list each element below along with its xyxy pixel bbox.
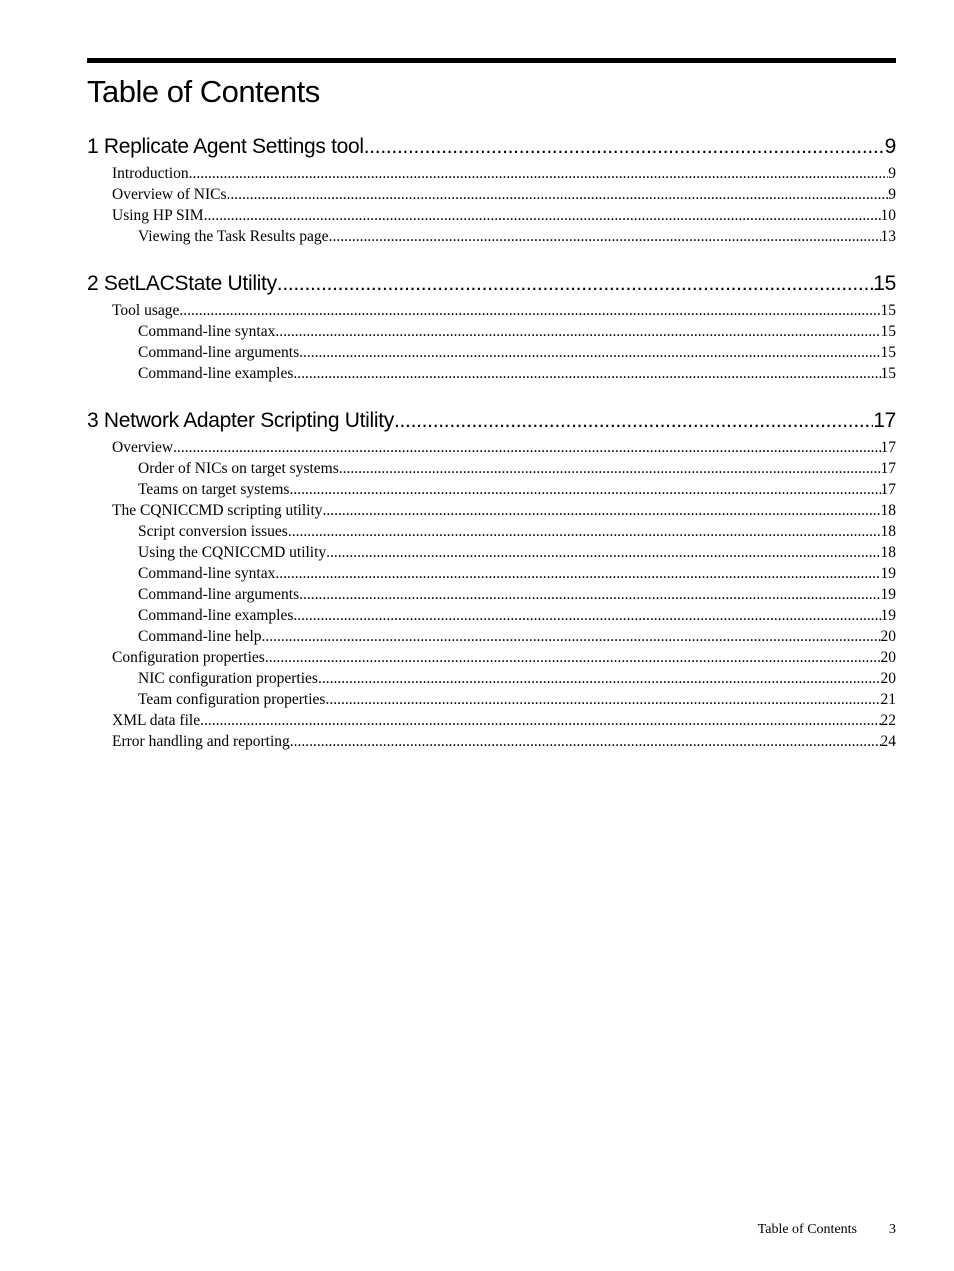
toc-subsection-entry[interactable] xyxy=(87,321,896,342)
toc-subsection-entry[interactable] xyxy=(87,605,896,626)
toc-entry-page: 18 xyxy=(880,523,896,540)
toc-entry-label: Command-line syntax xyxy=(138,565,276,582)
toc-entry-page: 18 xyxy=(880,502,896,519)
dot-leader xyxy=(204,205,881,226)
toc-entry-page: 17 xyxy=(880,439,896,456)
toc-subsection-entry[interactable] xyxy=(87,342,896,363)
dot-leader xyxy=(318,668,881,689)
toc-subsection-entry[interactable] xyxy=(87,542,896,563)
toc-subsection-entry[interactable] xyxy=(87,458,896,479)
toc-entry-page: 13 xyxy=(880,228,896,245)
toc-entry-label: Overview of NICs xyxy=(112,186,227,203)
toc-entry-label: Command-line examples xyxy=(138,607,294,624)
dot-leader xyxy=(323,500,881,521)
toc-entry-page: 22 xyxy=(880,712,896,729)
dot-leader xyxy=(326,542,880,563)
dot-leader xyxy=(262,626,881,647)
toc-entry-label: XML data file xyxy=(112,712,201,729)
toc-entry-page: 19 xyxy=(880,565,896,582)
toc-entry-page: 19 xyxy=(880,586,896,603)
toc-entry-label: NIC configuration properties xyxy=(138,670,318,687)
toc-entry-label: Configuration properties xyxy=(112,649,265,666)
dot-leader xyxy=(265,647,881,668)
toc-section-entry[interactable] xyxy=(87,163,896,184)
toc-entry-label: Tool usage xyxy=(112,302,180,319)
toc-entry-page: 9 xyxy=(888,165,896,182)
dot-leader xyxy=(339,458,881,479)
toc-entry-page: 17 xyxy=(880,481,896,498)
toc-section-entry[interactable] xyxy=(87,184,896,205)
toc-entry-page: 18 xyxy=(880,544,896,561)
toc-entry-label: Teams on target systems xyxy=(138,481,290,498)
toc-chapter xyxy=(87,130,896,247)
toc-entry-page: 21 xyxy=(880,691,896,708)
toc-section-entry[interactable] xyxy=(87,731,896,752)
toc-entry-label: Introduction xyxy=(112,165,189,182)
toc-entry-label: Command-line arguments xyxy=(138,586,300,603)
toc-subsection-entry[interactable] xyxy=(87,626,896,647)
toc-chapter xyxy=(87,404,896,752)
dot-leader xyxy=(299,584,880,605)
toc-entry-page: 9 xyxy=(888,186,896,203)
toc-subsection-entry[interactable] xyxy=(87,363,896,384)
toc-entry-label: The CQNICCMD scripting utility xyxy=(112,502,323,519)
footer-section-title: Table of Contents xyxy=(757,1222,857,1237)
toc-entry-label: Overview xyxy=(112,439,174,456)
dot-leader xyxy=(364,130,885,163)
dot-leader xyxy=(277,267,873,300)
dot-leader xyxy=(200,710,880,731)
toc-entry-page: 20 xyxy=(880,670,896,687)
dot-leader xyxy=(299,342,880,363)
top-rule xyxy=(87,58,896,63)
toc-section-entry[interactable] xyxy=(87,500,896,521)
toc-section-entry[interactable] xyxy=(87,205,896,226)
dot-leader xyxy=(288,521,881,542)
page-footer xyxy=(758,1222,896,1238)
dot-leader xyxy=(289,479,880,500)
toc-entry-page: 17 xyxy=(880,460,896,477)
toc-entry-label: Order of NICs on target systems xyxy=(138,460,339,477)
toc-entry-page: 15 xyxy=(873,272,896,295)
toc-entry-page: 20 xyxy=(880,649,896,666)
toc-subsection-entry[interactable] xyxy=(87,521,896,542)
dot-leader xyxy=(189,163,889,184)
dot-leader xyxy=(275,563,880,584)
dot-leader xyxy=(179,300,880,321)
toc-entry-label: Command-line syntax xyxy=(138,323,276,340)
toc-entry-page: 9 xyxy=(884,135,896,158)
toc-entry-page: 19 xyxy=(880,607,896,624)
dot-leader xyxy=(329,226,881,247)
toc-entry-label: Using HP SIM xyxy=(112,207,204,224)
toc-section-entry[interactable] xyxy=(87,437,896,458)
toc-subsection-entry[interactable] xyxy=(87,584,896,605)
toc-subsection-entry[interactable] xyxy=(87,563,896,584)
toc-subsection-entry[interactable] xyxy=(87,226,896,247)
toc-entry-page: 20 xyxy=(880,628,896,645)
toc-entry-page: 15 xyxy=(880,365,896,382)
toc-entry-page: 15 xyxy=(880,302,896,319)
toc-list xyxy=(87,130,896,752)
footer-page-number: 3 xyxy=(889,1222,896,1237)
toc-entry-label: Command-line arguments xyxy=(138,344,300,361)
toc-section-entry[interactable] xyxy=(87,300,896,321)
toc-chapter-heading[interactable] xyxy=(87,130,896,163)
toc-subsection-entry[interactable] xyxy=(87,668,896,689)
dot-leader xyxy=(227,184,889,205)
toc-entry-page: 10 xyxy=(880,207,896,224)
dot-leader xyxy=(394,404,873,437)
toc-entry-label: Command-line help xyxy=(138,628,262,645)
toc-entry-label: 3 Network Adapter Scripting Utility xyxy=(87,409,394,432)
dot-leader xyxy=(173,437,880,458)
toc-entry-page: 15 xyxy=(880,323,896,340)
toc-section-entry[interactable] xyxy=(87,710,896,731)
dot-leader xyxy=(293,363,880,384)
toc-section-entry[interactable] xyxy=(87,647,896,668)
toc-entry-label: Using the CQNICCMD utility xyxy=(138,544,327,561)
toc-chapter xyxy=(87,267,896,384)
toc-subsection-entry[interactable] xyxy=(87,689,896,710)
toc-entry-label: 1 Replicate Agent Settings tool xyxy=(87,135,364,158)
dot-leader xyxy=(325,689,880,710)
toc-subsection-entry[interactable] xyxy=(87,479,896,500)
dot-leader xyxy=(290,731,881,752)
toc-entry-label: Command-line examples xyxy=(138,365,294,382)
toc-entry-label: Viewing the Task Results page xyxy=(138,228,329,245)
toc-entry-label: 2 SetLACState Utility xyxy=(87,272,277,295)
toc-entry-page: 24 xyxy=(880,733,896,750)
toc-entry-page: 15 xyxy=(880,344,896,361)
page-title: Table of Contents xyxy=(87,74,320,109)
toc-entry-label: Error handling and reporting xyxy=(112,733,290,750)
toc-entry-label: Script conversion issues xyxy=(138,523,288,540)
toc-chapter-heading[interactable] xyxy=(87,404,896,437)
dot-leader xyxy=(275,321,880,342)
toc-chapter-heading[interactable] xyxy=(87,267,896,300)
toc-page xyxy=(87,58,896,772)
dot-leader xyxy=(293,605,880,626)
toc-entry-label: Team configuration properties xyxy=(138,691,326,708)
toc-entry-page: 17 xyxy=(873,409,896,432)
